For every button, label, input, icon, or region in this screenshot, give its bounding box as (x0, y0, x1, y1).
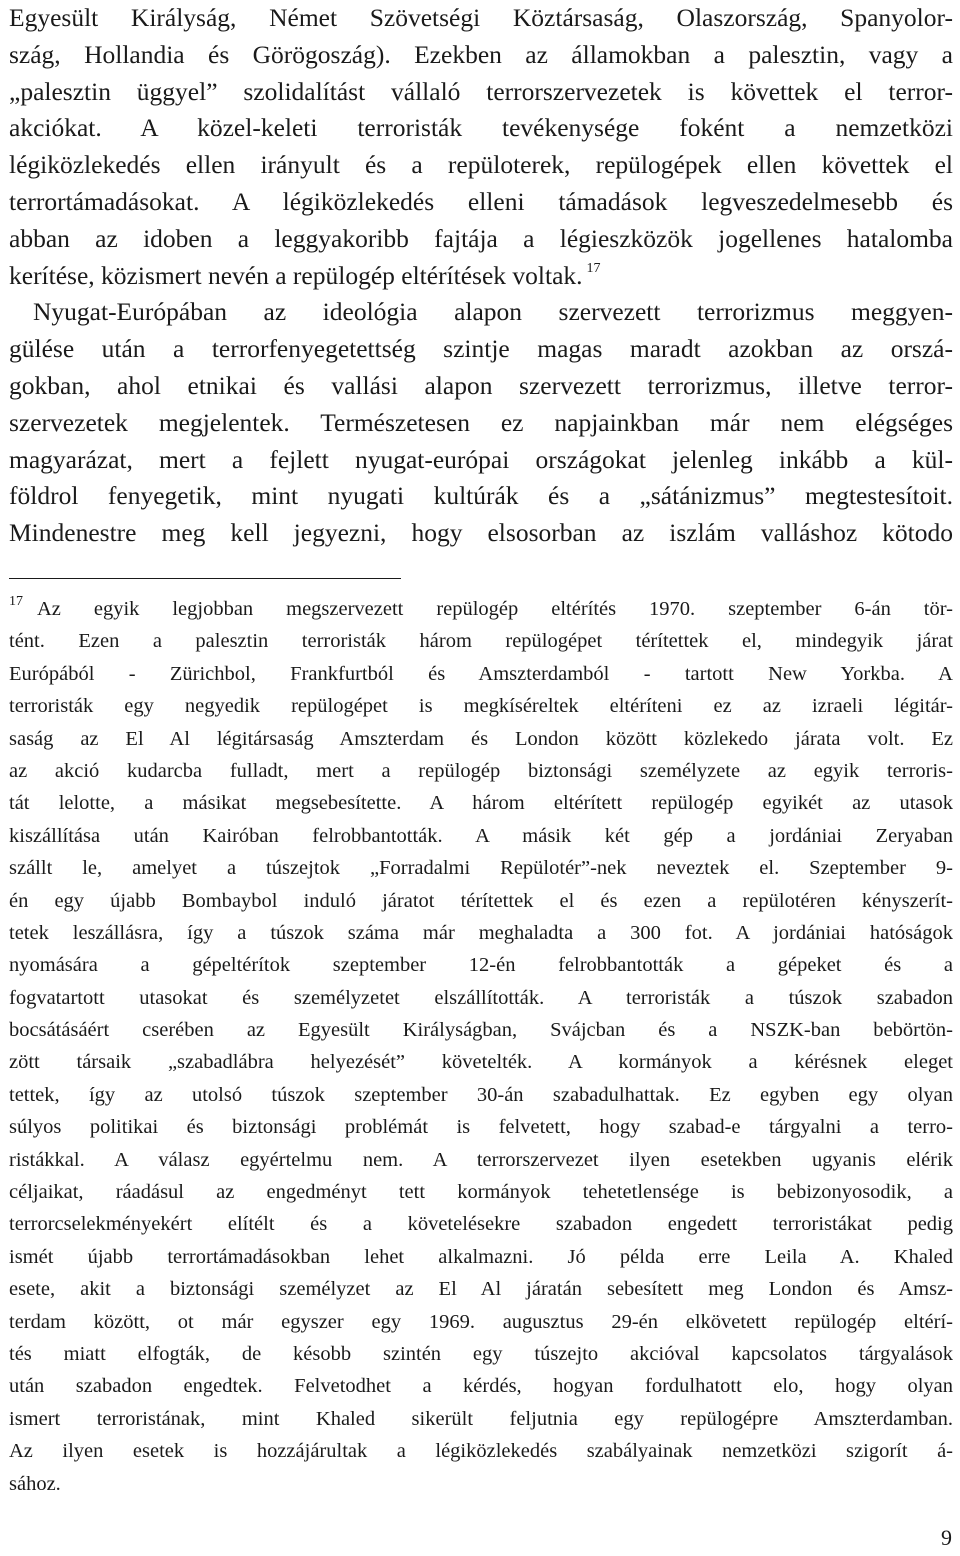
footnote-line: tént. Ezen a palesztin terroristák három repülogépet térítettek el, mindegyik járat (9, 630, 953, 653)
footnote-line: ismert terroristának, mint Khaled sikerült feljutnia egy repülogépre Amszterdamban. (9, 1407, 953, 1430)
footnote-line: sához. (9, 1472, 61, 1495)
main-body-text (9, 0, 953, 552)
footnote-block (9, 593, 953, 1500)
body-line: akciókat. A közel-keleti terroristák tevékenysége foként a nemzetközi (9, 113, 953, 143)
body-line: Nyugat-Európában az ideológia alapon szervezett terrorizmus meggyen- (33, 297, 953, 327)
footnote-reference: 17 (586, 260, 601, 276)
body-line: magyarázat, mert a fejlett nyugat-európai országokat jelenleg inkább a kül- (9, 444, 953, 474)
footnote-separator (9, 578, 401, 579)
body-line: légiközlekedés ellen irányult és a repüloterek, repülogépek ellen követtek el (9, 150, 953, 180)
footnote-line: zött társaik „szabadlábra helyezését” követelték. A kormányok a kérésnek eleget (9, 1051, 953, 1074)
footnote-line: én egy újabb Bombaybol induló járatot térítettek el és ezen a repülotéren kényszerít- (9, 889, 953, 912)
footnote-line: nyomására a gépeltérítok szeptember 12-én felrobbantották a gépeket és a (9, 954, 953, 977)
body-line: szág, Hollandia és Görögoszág). Ezekben az államokban a palesztin, vagy a (9, 39, 953, 69)
footnote-line-text: Az egyik legjobban megszervezett repülogép eltérítés 1970. szeptember 6-án tör- (37, 598, 953, 620)
body-line: terrortámadásokat. A légiközlekedés elleni támadások legveszedelmesebb és (9, 186, 953, 216)
footnote-line: ismét újabb terrortámadásokban lehet alkalmazni. Jó példa erre Leila A. Khaled (9, 1245, 953, 1268)
footnote-line: terdam között, ot már egyszer egy 1969. augusztus 29-én elkövetett repülogép eltérí- (9, 1310, 953, 1333)
body-line: abban az idoben a leggyakoribb fajtája a légieszközök jogellenes hatalomba (9, 223, 953, 253)
footnote-line: tés miatt elfogták, de késobb szintén egy túszejto akcióval kapcsolatos tárgyalások (9, 1342, 953, 1365)
footnote-line: tetek leszállásra, így a túszok száma már meghaladta a 300 fot. A jordániai hatóságok (9, 921, 953, 944)
body-line-with-footnote-ref (9, 258, 953, 295)
body-line: szervezetek megjelentek. Természetesen ez napjainkban már nem elégséges (9, 407, 953, 437)
footnote-line: saság az El Al légitársaság Amszterdam és London között közlekedo járata volt. Ez (9, 727, 953, 750)
footnote-line: súlyos politikai és biztonsági problémát is felvetett, hogy szabad-e tárgyalni a terro- (9, 1116, 953, 1139)
footnote-line: kiszállítása után Kairóban felrobbantották. A másik két gép a jordániai Zeryaban (9, 824, 953, 847)
footnote-line: terrorcselekményekért elítélt és a követelésekre szabadon engedett terroristákat pedig (9, 1213, 953, 1236)
footnote-line-first (9, 593, 953, 625)
body-line: Mindenestre meg kell jegyezni, hogy elsosorban az iszlám valláshoz kötodo (9, 518, 953, 548)
footnote-line: tát lelotte, a másikat megsebesítette. A három eltérített repülogép egyikét az utasok (9, 792, 953, 815)
body-line: Egyesült Királyság, Német Szövetségi Köztársaság, Olaszország, Spanyolor- (9, 3, 953, 32)
footnote-line: Az ilyen esetek is hozzájárultak a légiközlekedés szabályainak nemzetközi szigorít á- (9, 1440, 953, 1463)
body-line: gülése után a terrorfenyegetettség szintje magas maradt azokban az orszá- (9, 334, 953, 364)
footnote-line: után szabadon engedtek. Felvetodhet a kérdés, hogyan fordulhatott elo, hogy olyan (9, 1375, 953, 1398)
footnote-number: 17 (9, 594, 23, 609)
page-number: 9 (941, 1525, 952, 1550)
footnote-line: terroristák egy negyedik repülogépet is megkíséreltek eltéríteni ez az izraeli légitár- (9, 695, 953, 718)
footnote-line: ristákkal. A válasz egyértelmu nem. A terrorszervezet ilyen esetekben ugyanis elérik (9, 1148, 953, 1171)
body-line-text: kerítése, közismert nevén a repülogép eltérítések voltak. (9, 260, 583, 290)
footnote-line: esete, akit a biztonsági személyzet az El Al járatán sebesített meg London és Amsz- (9, 1278, 953, 1301)
footnote-line: tettek, így az utolsó túszok szeptember 30-án szabadulhattak. Ez egyben egy olyan (9, 1083, 953, 1106)
footnote-line: az akció kudarcba fulladt, mert a repülogép biztonsági személyzete az egyik terroris- (9, 759, 953, 782)
footnote-line: fogvatartott utasokat és személyzetet elszállították. A terroristák a túszok szabadon (9, 986, 953, 1009)
footnote-line: szállt le, amelyet a túszejtok „Forradalmi Repülotér”-nek neveztek el. Szeptember 9- (9, 857, 953, 880)
body-line: földrol fenyegetik, mint nyugati kultúrák és a „sátánizmus” megtestesítoit. (9, 481, 953, 511)
footnote-line: céljaikat, ráadásul az engedményt tett kormányok tehetetlensége is bebizonyosodik, a (9, 1181, 953, 1204)
footnote-line: Európából - Zürichbol, Frankfurtból és Amszterdamból - tartott New Yorkba. A (9, 662, 953, 685)
body-line: gokban, ahol etnikai és vallási alapon szervezett terrorizmus, illetve terror- (9, 370, 953, 400)
body-line: „palesztin üggyel” szolidalítást vállaló terrorszervezetek is követtek el terror- (9, 76, 953, 106)
footnote-line: bocsátásáért cserében az Egyesült Királyságban, Svájcban és a NSZK-ban bebörtön- (9, 1019, 953, 1042)
